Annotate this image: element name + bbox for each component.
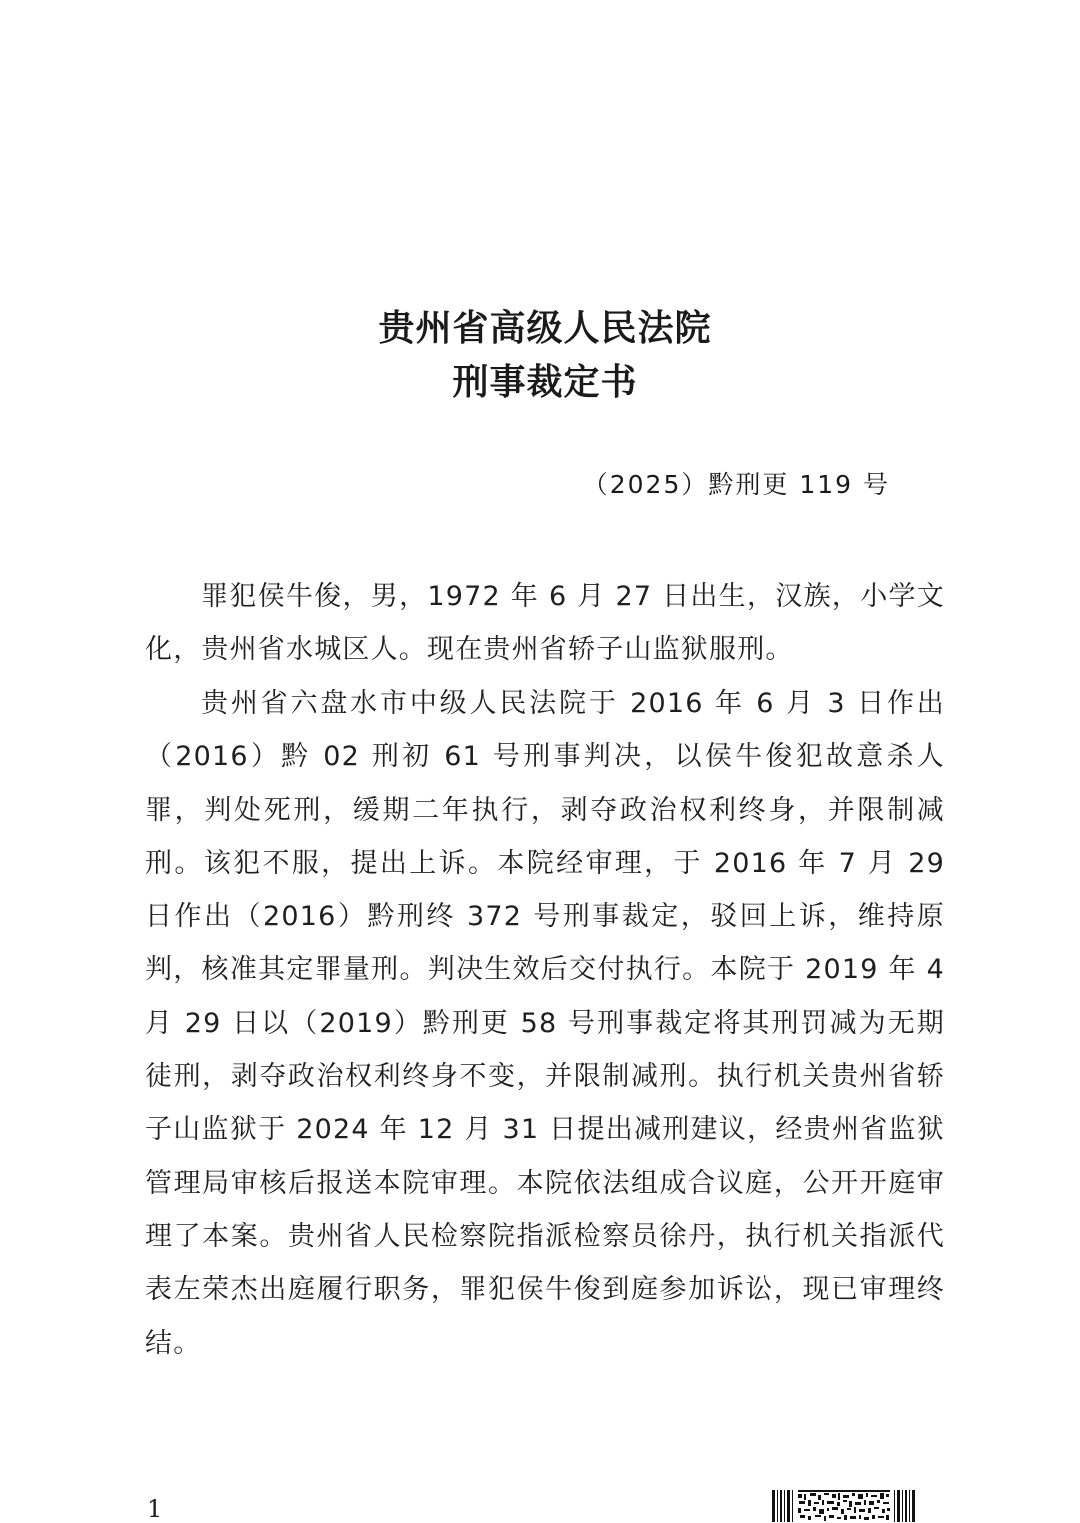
court-name-heading: 贵州省高级人民法院 (378, 307, 712, 349)
paragraph-case-history (145, 677, 945, 1370)
2d-barcode-icon (770, 1488, 918, 1522)
case-number: （2025）黔刑更 119 号 (582, 470, 890, 499)
document-type-heading: 刑事裁定书 (452, 361, 638, 403)
paragraph-text: 贵州省六盘水市中级人民法院于 2016 年 6 月 3 日作出（2016）黔 02 刑初 61 号刑事判决，以侯牛俊犯故意杀人罪，判处死刑，缓期二年执行，剥夺政治权利终身，并限制减刑。该犯不服，提出上诉。本院经审理，于 2016 年 7 月 29 日作出（2016）黔刑终 372 号刑事裁定，驳回上诉，维持原判，核准其定罪量刑。判决生效后交付执行。本院于 2019 年 4 月 29 日以（2019）黔刑更 58 号刑事裁定将其刑罚减为无期徒刑，剥夺政治权利终身不变，并限制减刑。执行机关贵州省轿子山监狱于 2024 年 12 月 31 日提出减刑建议，经贵州省监狱管理局审核后报送本院审理。本院依法组成合议庭，公开开庭审理了本案。贵州省人民检察院指派检察员徐丹，执行机关指派代表左荣杰出庭履行职务，罪犯侯牛俊到庭参加诉讼，现已审理终结。 (145, 688, 945, 1359)
paragraph-defendant-info (145, 570, 945, 677)
page-number: 1 (147, 1495, 163, 1523)
paragraph-text: 罪犯侯牛俊，男，1972 年 6 月 27 日出生，汉族，小学文化，贵州省水城区人。现在贵州省轿子山监狱服刑。 (145, 581, 945, 666)
